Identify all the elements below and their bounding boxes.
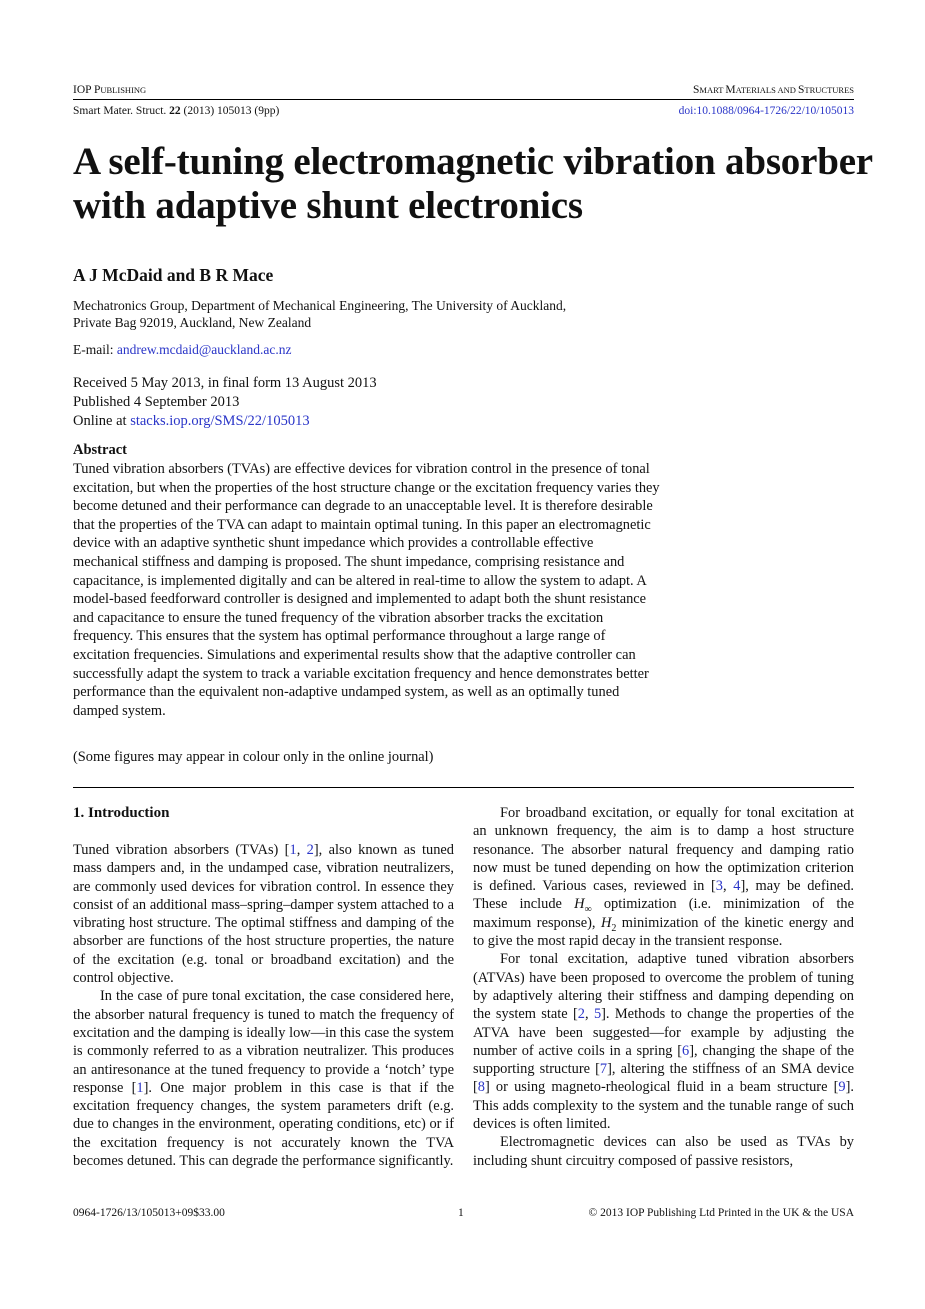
colour-note: (Some figures may appear in colour only in the online journal)	[73, 749, 434, 765]
section-heading: 1. Introduction	[73, 805, 170, 821]
paragraph: For broadband excitation, or equally for tonal excitation at an unknown frequency, the aim is to damp a host structure resonance. The absorber natural frequency and damping ratio now must be tuned depending on how the optimization criterion is defined. Various cases, reviewed in [3, 4], may be defined. These include $H_\infty$ optimization (i.e. minimization of the maximum response), $H_2$ minimization of the kinetic energy and to give the most rapid decay in the transient response.	[473, 805, 854, 950]
received-date: Received 5 May 2013, in final form 13 August 2013	[73, 375, 377, 391]
email-line	[73, 342, 291, 358]
right-column	[473, 804, 854, 1170]
online-line: Online at stacks.iop.org/SMS/22/105013	[73, 413, 310, 429]
footer-issn: 0964-1726/13/105013+09$33.00	[73, 1207, 225, 1219]
paragraph: In the case of pure tonal excitation, the case considered here, the absorber natural frequency is tuned to match the frequency of excitation and the damping is ideally low—in this case the system is commonly referred to as a vibration neutralizer. This produces an antiresonance at the tuned frequency to provide a ‘notch’ type response [1]. One major problem in this case is that if the excitation frequency changes, the system parameters drift (e.g. due to changes in the environment, operating conditions, etc) or if the excitation frequency is not accurately known the TVA becomes detuned. This can degrade the performance significantly.	[73, 988, 454, 1170]
published-date: Published 4 September 2013	[73, 394, 240, 410]
paper-title: A self-tuning electromagnetic vibration absorber with adaptive shunt electronics	[73, 140, 873, 227]
abstract-text: Tuned vibration absorbers (TVAs) are effective devices for vibration control in the presence of tonal excitation, but when the properties of the host structure change or the excitation frequency varies they become detuned and their performance can degrade to an unacceptable level. It is therefore desirable that the properties of the TVA can adapt to maintain optimal tuning. In this paper an electromagnetic device with an adaptive synthetic shunt impedance which provides a controllable effective mechanical stiffness and damping is proposed. The shunt impedance, comprising resistance and capacitance, is implemented digitally and can be altered in real-time to allow the system to adapt. A model-based feedforward controller is designed and implemented to adapt both the shunt resistance and capacitance to ensure the tuned frequency of the vibration absorber tracks the excitation frequency. This ensures that the system has optimal performance throughout a large range of excitation frequencies. Simulations and experimental results show that the adaptive controller can successfully adapt the system to track a variable excitation frequency and hence demonstrates better performance than the equivalent non-adaptive undamped system, as well as an optimally tuned damped system.	[73, 461, 660, 719]
citation: Smart Mater. Struct. 22 (2013) 105013 (9pp)	[73, 105, 280, 117]
citation-ref[interactable]: 1	[289, 842, 297, 858]
email-label: E-mail:	[73, 342, 117, 357]
citation-ref[interactable]: 2	[577, 1006, 585, 1023]
citation-ref[interactable]: 9	[838, 1079, 846, 1096]
left-column	[73, 804, 454, 1170]
citation-ref[interactable]: 3	[715, 878, 723, 895]
divider	[73, 787, 854, 788]
abstract-heading: Abstract	[73, 442, 127, 458]
publisher-name: IOP PUBLISHING	[73, 84, 147, 96]
affiliation-line: Private Bag 92019, Auckland, New Zealand	[73, 315, 312, 330]
citation-ref[interactable]: 7	[599, 1061, 608, 1078]
doi-link[interactable]: doi:10.1088/0964-1726/22/10/105013	[678, 105, 854, 117]
affiliation	[73, 297, 566, 331]
footer-copyright: © 2013 IOP Publishing Ltd Printed in the UK & the USA	[588, 1207, 854, 1219]
running-header	[73, 84, 854, 100]
paragraph: Electromagnetic devices can also be used as TVAs by including shunt circuitry composed of passive resistors,	[473, 1134, 854, 1169]
affiliation-line: Mechatronics Group, Department of Mechanical Engineering, The University of Auckland,	[73, 298, 567, 313]
email-link[interactable]: andrew.mcdaid@auckland.ac.nz	[116, 342, 292, 357]
journal-name: SMART MATERIALS AND STRUCTURES	[692, 84, 854, 96]
citation-ref[interactable]: 1	[136, 1079, 144, 1096]
paragraph: For tonal excitation, adaptive tuned vibration absorbers (ATVAs) have been proposed to overcome the problem of tuning by adaptively altering their stiffness and damping depending on the system state [2, 5]. Methods to change the properties of the ATVA have been suggested—for example by adjusting the number of active coils in a spring [6], changing the shape of the supporting structure [7], altering the stiffness of an SMA device [8] or using magneto-rheological fluid in a beam structure [9]. This adds complexity to the system and the tunable range of such devices is often limited.	[473, 951, 855, 1133]
dates	[73, 374, 377, 431]
citation-ref[interactable]: 4	[733, 878, 741, 895]
online-url-link[interactable]: stacks.iop.org/SMS/22/105013	[130, 413, 310, 429]
authors: A J McDaid and B R Mace	[73, 265, 274, 285]
citation-ref[interactable]: 5	[593, 1006, 602, 1023]
citation-ref[interactable]: 2	[306, 842, 314, 858]
citation-ref[interactable]: 8	[477, 1079, 485, 1096]
page-number: 1	[458, 1207, 464, 1219]
paragraph: Tuned vibration absorbers (TVAs) [1, 2], also known as tuned mass dampers and, in the undamped case, vibration neutralizers, are commonly used devices for vibration control. In essence they consist of an additional mass–spring–damper system attached to a vibrating host structure. The optimal stiffness and damping of the absorber are functions of the host structure properties, the nature of the excitation (e.g. tonal or broadband excitation) and the control objective.	[73, 842, 454, 987]
citation-ref[interactable]: 6	[682, 1042, 690, 1059]
